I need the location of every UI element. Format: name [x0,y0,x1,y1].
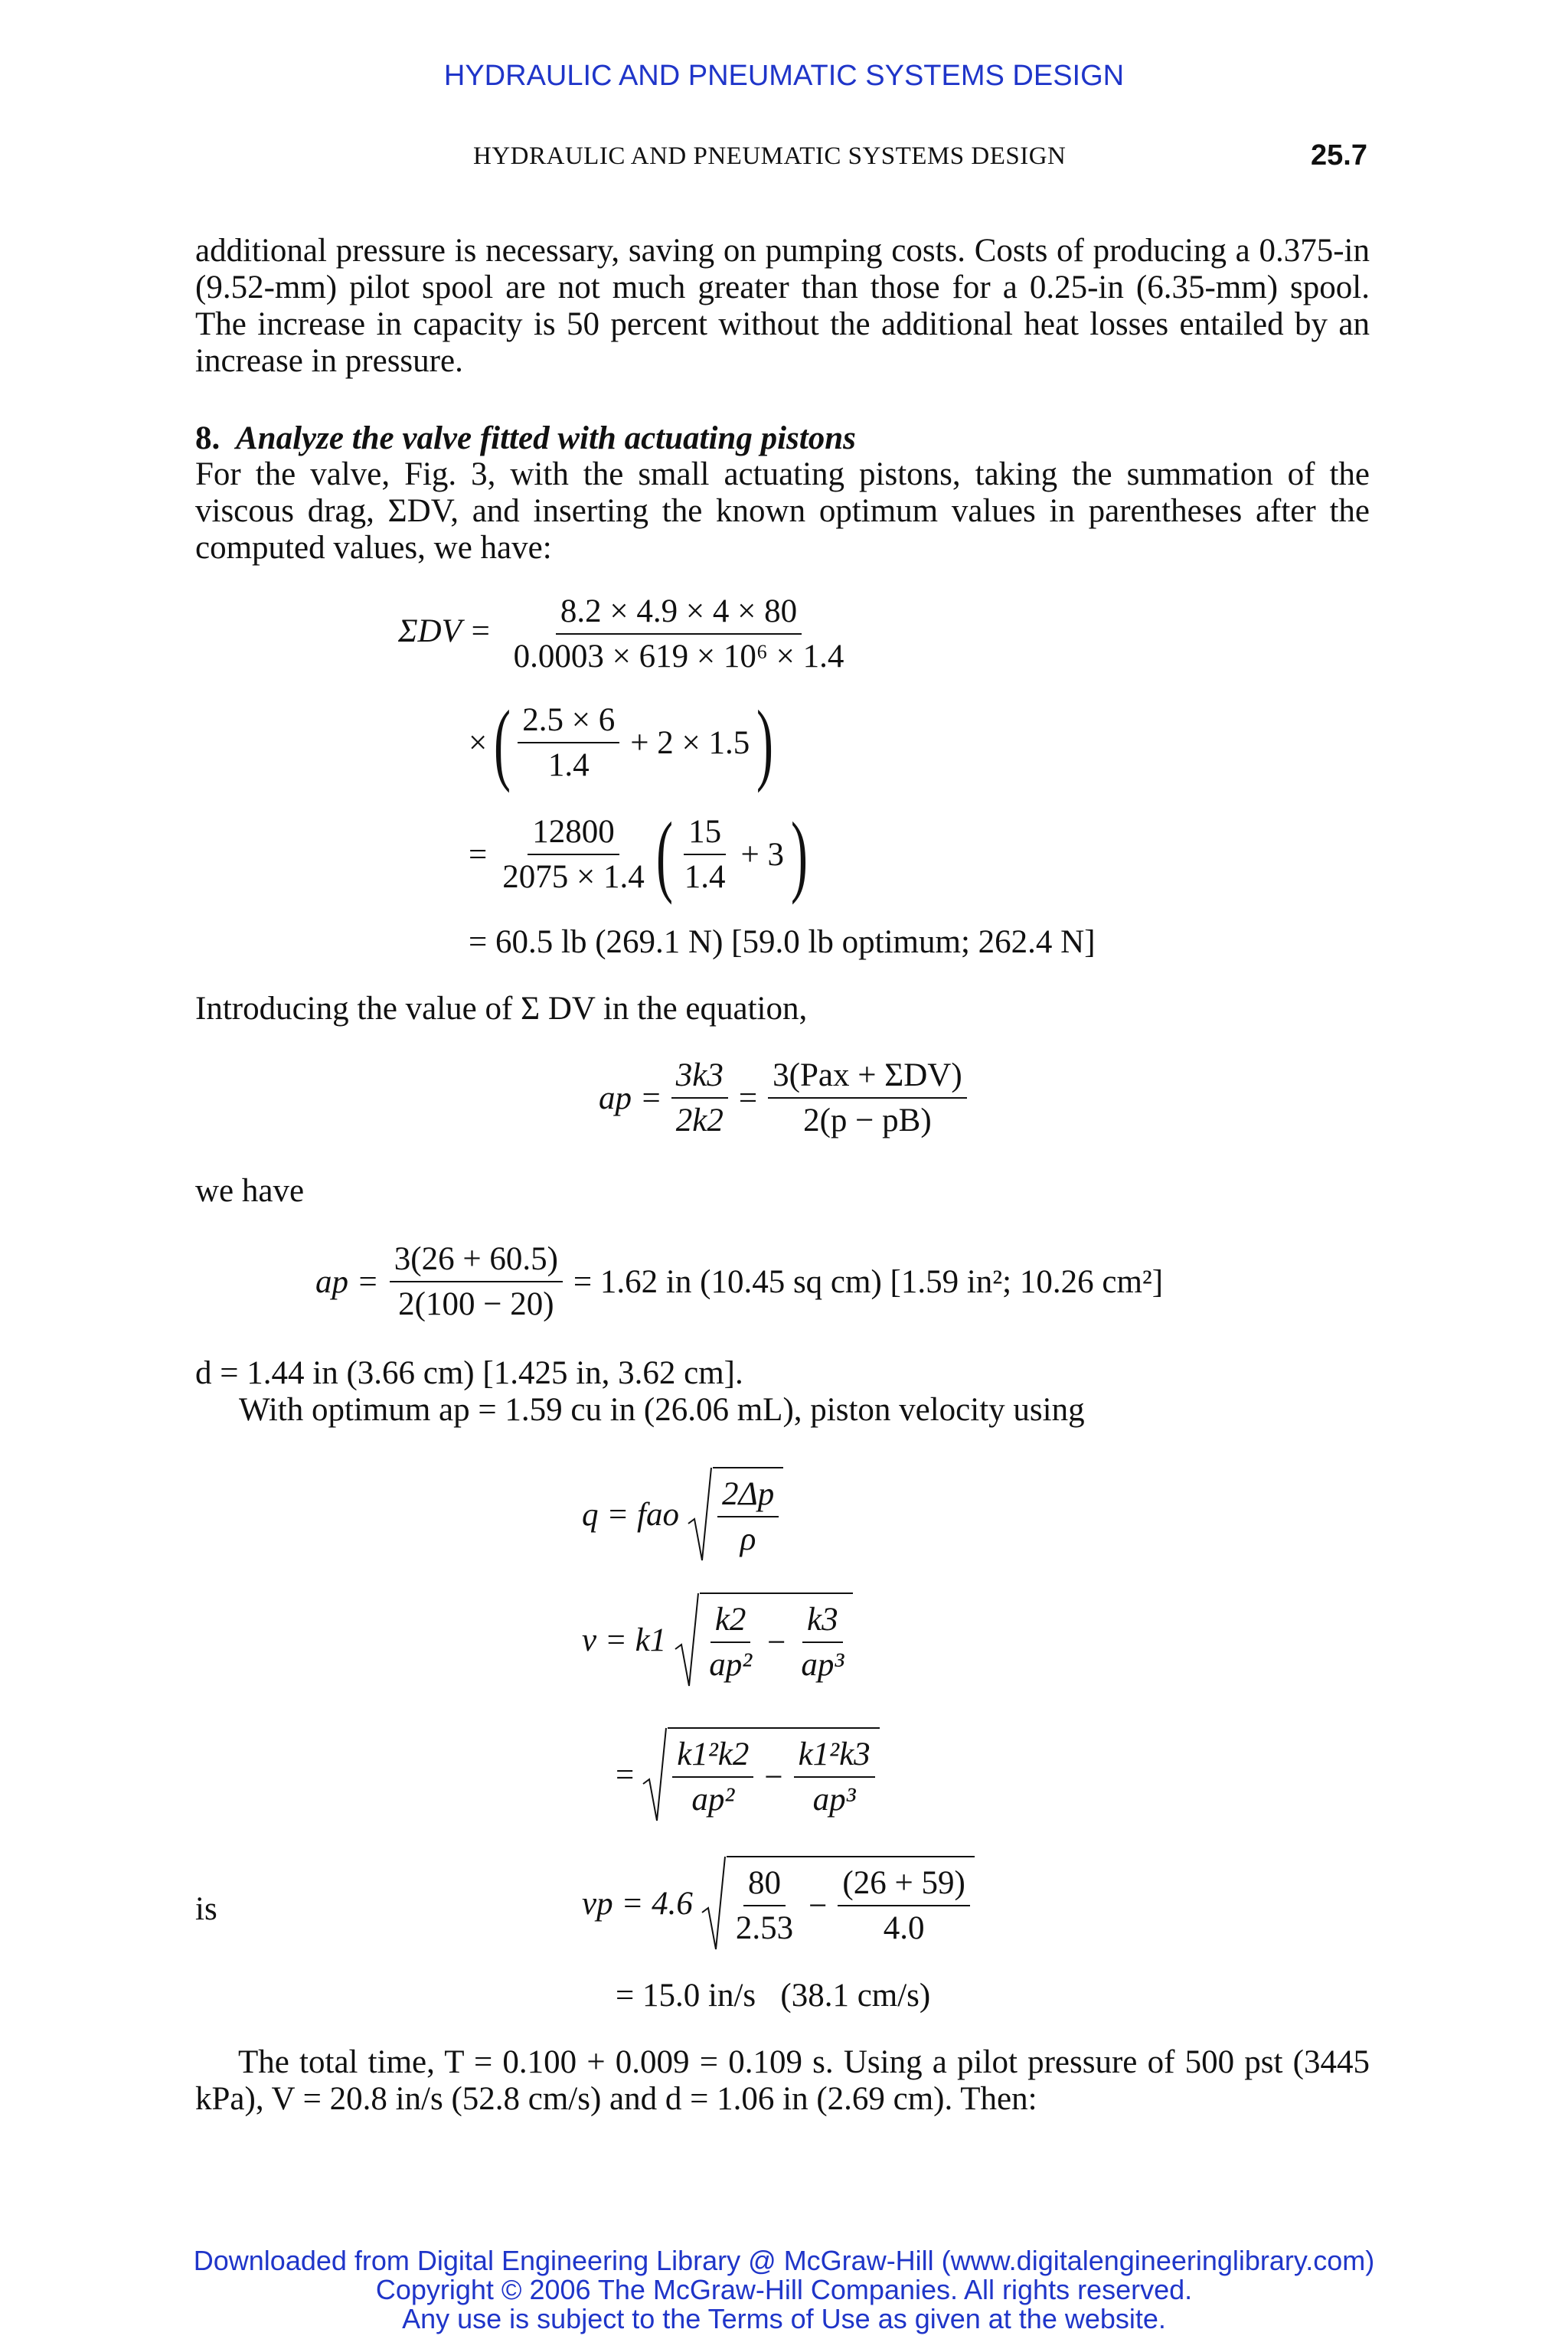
eq7-minus: − [808,1887,828,1924]
eq6 [616,1727,880,1822]
eq1-frac1-num: 8.2 × 4.9 × 4 × 80 [556,593,802,635]
eq1-frac4-num: 15 [684,813,726,855]
section-number: 8. [195,420,220,456]
eq6-frac2 [794,1736,875,1818]
eq5-den2: ap³ [801,1647,844,1683]
intro-paragraph: additional pressure is necessary, saving on pumping costs. Costs of producing a 0.375-in (9.52-mm) pilot spool are not much greater than those for a 0.25-in (6.35-mm) spool. The increase in capacity is 50 percent without the additional heat losses entailed by an increase in pressure. [195,233,1370,379]
eq7-frac1 [731,1864,798,1947]
closing-paragraph: The total time, T = 0.100 + 0.009 = 0.109 s. Using a pilot pressure of 500 pst (3445 kPa), V = 20.8 in/s (52.8 cm/s) and d = 1.06 in (2.69 cm). Then: [195,2044,1370,2117]
eq8: = 15.0 in/s (38.1 cm/s) [616,1978,931,2014]
eq6-den2: ap³ [812,1782,856,1818]
eq2-frac2-num: 3(Pax + ΣDV) [768,1057,967,1099]
running-head: HYDRAULIC AND PNEUMATIC SYSTEMS DESIGN [473,142,1067,170]
radical-sign-icon [674,1592,700,1687]
eq3-den: 2(100 − 20) [398,1286,554,1322]
eq5-frac2 [796,1601,848,1684]
eq7-den1: 2.53 [735,1910,794,1946]
footer-line-2: Copyright © 2006 The McGraw-Hill Companies. All rights reserved. [375,2274,1193,2305]
left-paren: ( [655,803,673,905]
section-text: For the valve, Fig. 3, with the small actuating pistons, taking the summation of the viscous drag, ΣDV, and inserting the known optimum values in parentheses after the computed values, we have: [195,456,1370,566]
d-line: d = 1.44 in (3.66 cm) [1.425 in, 3.62 cm]. [195,1355,743,1391]
section-title: Analyze the valve fitted with actuating pistons [236,420,856,456]
eq1-plus3: + 3 [740,836,785,873]
footer-line-1: Downloaded from Digital Engineering Library @ McGraw-Hill (www.digitalengineeringlibrary.com) [193,2245,1375,2276]
eq6-num1: k1²k2 [672,1736,753,1778]
eq1-result: = 60.5 lb (269.1 N) [59.0 lb optimum; 262.4 N] [469,924,1096,960]
eq6-num2: k1²k3 [794,1736,875,1778]
eq4 [582,1467,783,1562]
eq1-line1 [398,593,848,675]
eq1-eq: = [469,836,488,873]
optimum-line: With optimum ap = 1.59 cu in (26.06 mL), piston velocity using [239,1392,1085,1428]
top-title: HYDRAULIC AND PNEUMATIC SYSTEMS DESIGN [443,60,1125,92]
eq2-frac1-num: 3k3 [671,1057,728,1099]
eq1-times: × [469,724,488,761]
eq4-sqrt [687,1467,783,1562]
eq1-line2 [469,691,780,793]
eq1-frac3 [498,813,649,896]
eq6-sqrt [642,1727,879,1822]
eq2-eq: = [738,1080,758,1116]
eq2 [599,1057,967,1139]
eq1-line3 [469,803,815,905]
page-number: 25.7 [1311,139,1367,172]
eq6-frac1 [672,1736,753,1818]
eq3-lhs: ap = [315,1263,379,1300]
eq5-sqrt [674,1592,853,1687]
intro-eq2: Introducing the value of Σ DV in the equation, [195,991,808,1027]
eq7-sqrt [701,1856,975,1951]
eq4-den: ρ [740,1521,756,1557]
eq1-frac2-num: 2.5 × 6 [518,701,619,743]
eq1-frac1 [509,593,849,675]
eq3 [315,1240,1163,1323]
eq4-frac [717,1475,779,1558]
eq2-frac2-den: 2(p − pB) [803,1102,932,1138]
we-have: we have [195,1173,305,1209]
eq7-lhs: vp = 4.6 [582,1885,693,1922]
eq1-frac1-den: 0.0003 × 619 × 10⁶ × 1.4 [513,639,844,675]
eq7-den2: 4.0 [883,1910,925,1946]
eq1-plus-term: + 2 × 1.5 [630,724,750,761]
left-paren: ( [494,691,511,793]
radical-sign-icon [701,1856,727,1951]
eq3-result: = 1.62 in (10.45 sq cm) [1.59 in²; 10.26 cm²] [573,1263,1164,1300]
radical-sign-icon [642,1727,668,1822]
right-paren: ) [756,691,774,793]
eq5-frac1 [704,1601,756,1684]
eq1-lhs: ΣDV = [398,612,492,649]
eq7-frac2 [838,1864,969,1947]
is-label: is [195,1891,217,1927]
eq1-frac3-den: 2075 × 1.4 [502,859,645,895]
right-paren: ) [791,803,808,905]
eq5-lhs: v = k1 [582,1622,667,1658]
eq2-lhs: ap = [599,1080,662,1116]
footer-line-3: Any use is subject to the Terms of Use as given at the website. [402,2303,1166,2334]
eq7-num1: 80 [743,1864,786,1906]
eq4-lhs: q = fao [582,1496,679,1533]
eq2-frac1-den: 2k2 [675,1102,724,1138]
eq6-den1: ap² [691,1782,735,1818]
eq1-frac4 [680,813,730,896]
footer [0,2246,1568,2334]
eq1-frac2 [518,701,619,784]
eq5-num1: k2 [710,1601,751,1643]
eq1-frac4-den: 1.4 [684,859,726,895]
eq5-num2: k3 [802,1601,843,1643]
section-heading [195,420,856,457]
eq3-num: 3(26 + 60.5) [390,1240,563,1282]
eq7-num2: (26 + 59) [838,1864,969,1906]
eq1-frac2-den: 1.4 [547,747,590,783]
eq5-minus: − [767,1624,786,1661]
eq5 [582,1592,853,1687]
eq2-frac2 [768,1057,967,1139]
radical-sign-icon [687,1467,713,1562]
eq6-lhs: = [616,1756,635,1793]
eq1-frac3-num: 12800 [528,813,619,855]
eq5-den1: ap² [709,1647,753,1683]
eq3-frac [390,1240,563,1323]
eq6-minus: − [764,1759,783,1795]
eq7 [582,1856,975,1951]
eq4-num: 2Δp [717,1475,779,1517]
eq2-frac1 [671,1057,728,1139]
